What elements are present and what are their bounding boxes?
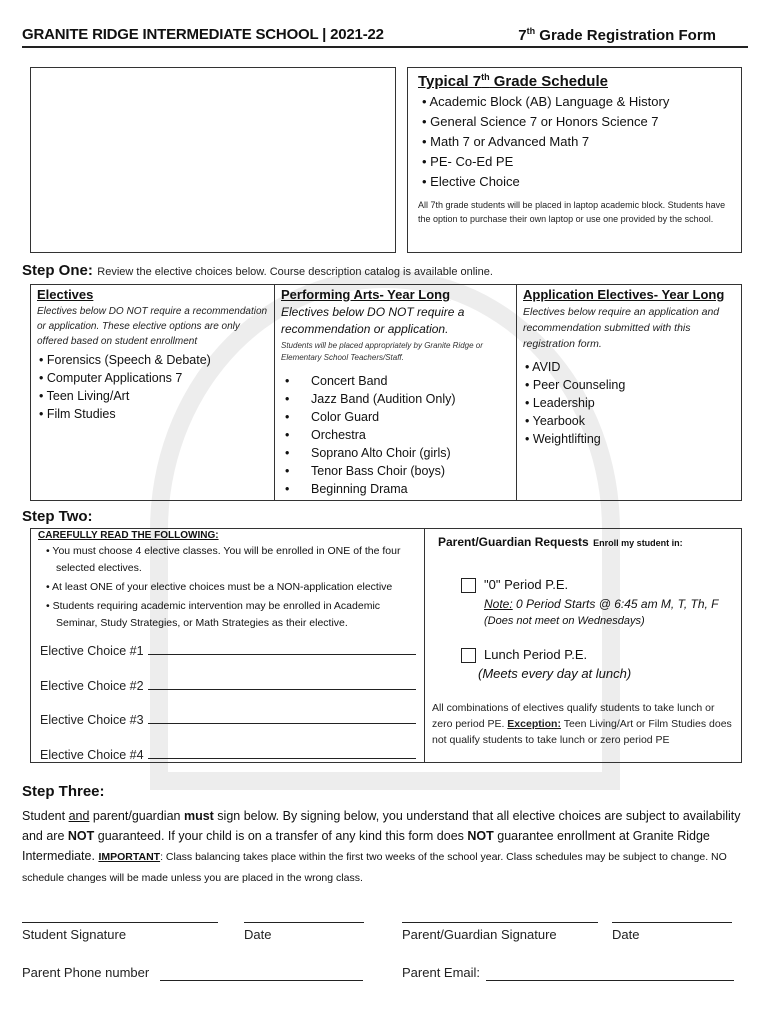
parent-signature-line[interactable]: [402, 922, 598, 923]
electives-list: [37, 351, 268, 423]
parent-phone-label: Parent Phone number: [22, 965, 150, 980]
schedule-box: [407, 67, 742, 253]
date-label-1: Date: [244, 927, 272, 942]
careful-heading: CAREFULLY READ THE FOLLOWING:: [38, 530, 219, 541]
parent-email-label: Parent Email:: [402, 965, 481, 980]
list-item: • You must choose 4 elective classes. You will be enrolled in ONE of the four selected electives.: [38, 543, 416, 577]
date-label-2: Date: [612, 927, 640, 942]
step-two-heading: Step Two:: [22, 508, 93, 525]
step-three-text: Student and parent/guardian must sign below. By signing below, you understand that all elective choices are subject to availability and are NOT guaranteed. If your child is on a transfer of any kind this form does NOT guarantee enrollment at Granite Ridge Intermediate. IMPORTANT: Class balancing takes place within the first two weeks of the school year. Class schedules may be subject to change. NO schedule changes will be made unless you are placed in the wrong class.: [22, 809, 741, 884]
form-title: 7th Grade Registration Form: [518, 26, 716, 44]
performing-arts-subnote: Students will be placed appropriately by Granite Ridge or Elementary School Teachers/Staff.: [281, 341, 483, 362]
qualify-note: All combinations of electives qualify students to take lunch or zero period PE. Exception: Teen Living/Art or Film Studies does not qualify students to take lunch or zero period PE: [432, 702, 732, 746]
list-item: • PE- Co-Ed PE: [418, 152, 731, 172]
list-item: • Soprano Alto Choir (girls): [281, 444, 510, 462]
schedule-note: All 7th grade students will be placed in laptop academic block. Students have the option to purchase their own laptop or use one provided by the school.: [418, 200, 726, 224]
list-item: • AVID: [523, 358, 735, 376]
lunch-period-checkbox[interactable]: [461, 648, 476, 663]
performing-arts-column: [275, 285, 517, 501]
elective-choice-4[interactable]: Elective Choice #4: [40, 747, 416, 762]
list-item: • At least ONE of your elective choices must be a NON-application elective: [38, 579, 416, 596]
rules-list: [38, 543, 416, 632]
student-signature-line[interactable]: [22, 922, 218, 923]
electives-table: [30, 284, 742, 501]
schedule-list: [418, 92, 731, 192]
student-signature-label: Student Signature: [22, 927, 127, 942]
date-line-1[interactable]: [244, 922, 364, 923]
performing-arts-note: Electives below DO NOT require a recommendation or application.: [281, 305, 465, 336]
list-item: • Forensics (Speech & Debate): [37, 351, 268, 369]
application-electives-column: [517, 285, 742, 501]
schedule-title: Typical 7th Grade Schedule: [418, 72, 608, 90]
list-item: • Color Guard: [281, 408, 510, 426]
application-electives-heading: Application Electives- Year Long: [523, 287, 725, 302]
elective-choice-1[interactable]: Elective Choice #1: [40, 643, 416, 658]
list-item: • Leadership: [523, 394, 735, 412]
performing-arts-list: [281, 372, 510, 498]
lunch-period-note: (Meets every day at lunch): [478, 666, 632, 681]
list-item: • Yearbook: [523, 412, 735, 430]
step-three-heading: Step Three:: [22, 783, 105, 800]
list-item: • Computer Applications 7: [37, 369, 268, 387]
header-rule: [22, 46, 748, 48]
application-electives-note: Electives below require an application and recommendation submitted with this registration form.: [523, 306, 720, 350]
zero-period-checkbox[interactable]: [461, 578, 476, 593]
list-item: • Jazz Band (Audition Only): [281, 390, 510, 408]
zero-period-label: "0" Period P.E.: [484, 577, 569, 592]
list-item: • Weightlifting: [523, 430, 735, 448]
list-item: • Academic Block (AB) Language & History: [418, 92, 731, 112]
list-item: • Students requiring academic intervention may be enrolled in Academic Seminar, Study Strategies, or Math Strategies as their elective.: [38, 598, 416, 632]
elective-choice-3[interactable]: Elective Choice #3: [40, 712, 416, 727]
list-item: • Orchestra: [281, 426, 510, 444]
guardian-requests-heading: Parent/Guardian Requests Enroll my student in:: [438, 535, 683, 549]
zero-period-note: Note: 0 Period Starts @ 6:45 am M, T, Th, F: [484, 597, 719, 611]
application-electives-list: [523, 358, 735, 448]
list-item: • General Science 7 or Honors Science 7: [418, 112, 731, 132]
zero-period-subnote: (Does not meet on Wednesdays): [484, 615, 645, 627]
parent-email-line[interactable]: [486, 980, 734, 981]
list-item: • Film Studies: [37, 405, 268, 423]
list-item: • Beginning Drama: [281, 480, 510, 498]
electives-heading: Electives: [37, 287, 94, 302]
parent-phone-line[interactable]: [160, 980, 363, 981]
list-item: • Tenor Bass Choir (boys): [281, 462, 510, 480]
elective-choice-2[interactable]: Elective Choice #2: [40, 678, 416, 693]
school-name-header: GRANITE RIDGE INTERMEDIATE SCHOOL | 2021-22: [22, 26, 384, 43]
list-item: • Concert Band: [281, 372, 510, 390]
parent-signature-label: Parent/Guardian Signature: [402, 927, 557, 942]
step-one-heading: Step One: Review the elective choices below. Course description catalog is available online.: [22, 262, 493, 279]
date-line-2[interactable]: [612, 922, 732, 923]
list-item: • Elective Choice: [418, 172, 731, 192]
list-item: • Peer Counseling: [523, 376, 735, 394]
electives-column: [31, 285, 275, 501]
electives-note: Electives below DO NOT require a recommendation or application. These elective options are only offered based on student enrollment: [37, 306, 268, 347]
list-item: • Teen Living/Art: [37, 387, 268, 405]
photo-box: [30, 67, 396, 253]
list-item: • Math 7 or Advanced Math 7: [418, 132, 731, 152]
lunch-period-label: Lunch Period P.E.: [484, 647, 588, 662]
performing-arts-heading: Performing Arts- Year Long: [281, 287, 451, 302]
